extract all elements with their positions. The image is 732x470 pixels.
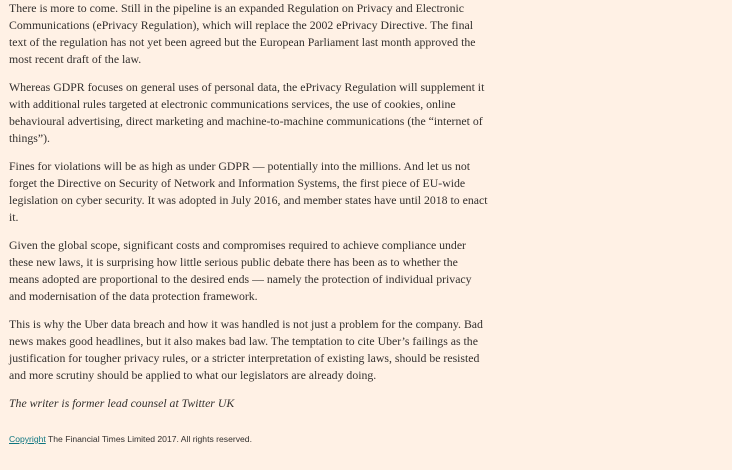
article-paragraph-5: This is why the Uber data breach and how it was handled is not just a problem for the company. Bad news makes good headlines, but it also makes bad law. The temptation to cite Uber’s failings as the justification for tougher privacy rules, or a stricter interpretation of existing laws, should be resisted and more scrutiny should be applied to what our legislators are already doing. [9,317,483,382]
copyright-notice [9,433,252,445]
article-paragraph-4: Given the global scope, significant costs and compromises required to achieve compliance under these new laws, it is surprising how little serious public debate there has been as to whether the means adopted are proportional to the desired ends — namely the protection of individual privacy and modernisation of the data protection framework. [9,238,472,303]
copyright-text: The Financial Times Limited 2017. All rights reserved. [45,434,252,444]
article-body [9,0,489,423]
copyright-link[interactable]: Copyright [9,434,46,444]
article-paragraph-1: There is more to come. Still in the pipeline is an expanded Regulation on Privacy and Electronic Communications (ePrivacy Regulation), which will replace the 2002 ePrivacy Directive. The final text of the regulation has not yet been agreed but the European Parliament last month approved the most recent draft of the law. [9,1,476,66]
author-byline: The writer is former lead counsel at Twitter UK [9,396,235,410]
article-paragraph-2: Whereas GDPR focuses on general uses of personal data, the ePrivacy Regulation will supplement it with additional rules targeted at electronic communications services, the use of cookies, online behavioural advertising, direct marketing and machine-to-machine communications (the “internet of things”). [9,80,485,145]
article-paragraph-3: Fines for violations will be as high as under GDPR — potentially into the millions. And let us not forget the Directive on Security of Network and Information Systems, the first piece of EU-wide legislation on cyber security. It was adopted in July 2016, and member states have until 2018 to enact it. [9,159,488,224]
